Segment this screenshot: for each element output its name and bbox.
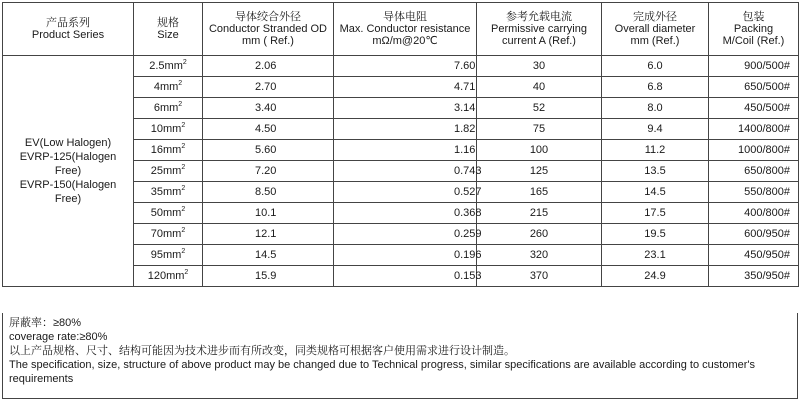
packing-cell: 600/950# [709, 224, 799, 245]
size-cell: $120mm^2$ [134, 266, 203, 287]
header-resistance [334, 3, 477, 56]
resistance-cell: 4.71 [334, 77, 477, 98]
diameter-cell: 6.8 [602, 77, 709, 98]
header-cur-en: Permissive carrying [491, 23, 587, 35]
current-cell: 30 [477, 56, 602, 77]
diameter-cell: 9.4 [602, 119, 709, 140]
remark-en: The specification, size, structure of above product may be changed due to Technical progress, similar specifications are available according to customer's requirements [9, 359, 756, 385]
notes-box [2, 313, 798, 399]
current-cell: 320 [477, 245, 602, 266]
header-dia-en: Overall diameter [614, 23, 696, 35]
resistance-cell: 0.743 [334, 161, 477, 182]
current-cell: 165 [477, 182, 602, 203]
size-cell: $2.5mm^2$ [134, 56, 203, 77]
header-size-en: Size [157, 29, 179, 41]
resistance-cell: 1.82 [334, 119, 477, 140]
spec-table-body [3, 56, 799, 287]
product-series-cell [3, 56, 134, 287]
resistance-cell: 0.259 [334, 224, 477, 245]
diameter-cell: 8.0 [602, 98, 709, 119]
od-cell: 10.1 [203, 203, 334, 224]
od-cell: 5.60 [203, 140, 334, 161]
resistance-cell: 1.16 [334, 140, 477, 161]
table-row [3, 56, 799, 77]
current-cell: 75 [477, 119, 602, 140]
size-cell: $16mm^2$ [134, 140, 203, 161]
coverage-rate-en: coverage rate:≥80% [9, 331, 108, 343]
spec-table [2, 2, 799, 287]
header-pack-unit: M/Coil (Ref.) [722, 35, 785, 47]
header-row [3, 3, 799, 56]
diameter-cell: 23.1 [602, 245, 709, 266]
header-current [477, 3, 602, 56]
od-cell: 12.1 [203, 224, 334, 245]
od-cell: 3.40 [203, 98, 334, 119]
remark-cn: 以上产品规格、尺寸、结构可能因为技术进步而有所改变，同类规格可根据客户使用需求进行设计制造。 [9, 345, 515, 357]
packing-cell: 1000/800# [709, 140, 799, 161]
od-cell: 14.5 [203, 245, 334, 266]
packing-cell: 650/500# [709, 77, 799, 98]
header-series [3, 3, 134, 56]
header-packing [709, 3, 799, 56]
header-cur-cn: 参考允载电流 [506, 11, 572, 23]
size-cell: $35mm^2$ [134, 182, 203, 203]
header-res-cn: 导体电阻 [383, 11, 427, 23]
header-dia-unit: mm (Ref.) [630, 35, 680, 47]
resistance-cell: 0.527 [334, 182, 477, 203]
resistance-cell: 0.368 [334, 203, 477, 224]
header-cur-unit: current A (Ref.) [502, 35, 576, 47]
size-cell: $70mm^2$ [134, 224, 203, 245]
diameter-cell: 14.5 [602, 182, 709, 203]
packing-cell: 450/500# [709, 98, 799, 119]
current-cell: 100 [477, 140, 602, 161]
current-cell: 260 [477, 224, 602, 245]
size-cell: $4mm^2$ [134, 77, 203, 98]
header-res-en: Max. Conductor resistance [339, 23, 471, 35]
diameter-cell: 13.5 [602, 161, 709, 182]
current-cell: 370 [477, 266, 602, 287]
packing-cell: 1400/800# [709, 119, 799, 140]
resistance-cell: 0.196 [334, 245, 477, 266]
header-od-cn: 导体绞合外径 [235, 11, 301, 23]
packing-cell: 650/800# [709, 161, 799, 182]
header-series-cn: 产品系列 [46, 17, 90, 29]
od-cell: 7.20 [203, 161, 334, 182]
header-size-cn: 规格 [157, 17, 179, 29]
diameter-cell: 6.0 [602, 56, 709, 77]
packing-cell: 550/800# [709, 182, 799, 203]
header-series-en: Product Series [31, 29, 105, 41]
od-cell: 2.06 [203, 56, 334, 77]
size-cell: $95mm^2$ [134, 245, 203, 266]
diameter-cell: 11.2 [602, 140, 709, 161]
header-pack-cn: 包装 [742, 11, 765, 23]
header-dia-cn: 完成外径 [633, 11, 677, 23]
current-cell: 215 [477, 203, 602, 224]
current-cell: 52 [477, 98, 602, 119]
size-cell: $25mm^2$ [134, 161, 203, 182]
header-size [134, 3, 203, 56]
header-od-unit: mm ( Ref.) [242, 35, 294, 47]
size-cell: $6mm^2$ [134, 98, 203, 119]
series-line: EVRP-125(Halogen Free) [19, 151, 117, 177]
od-cell: 8.50 [203, 182, 334, 203]
od-cell: 4.50 [203, 119, 334, 140]
diameter-cell: 17.5 [602, 203, 709, 224]
resistance-cell: 7.60 [334, 56, 477, 77]
header-diameter [602, 3, 709, 56]
resistance-cell: 3.14 [334, 98, 477, 119]
packing-cell: 900/500# [709, 56, 799, 77]
resistance-cell: 0.153 [334, 266, 477, 287]
header-od [203, 3, 334, 56]
current-cell: 125 [477, 161, 602, 182]
packing-cell: 350/950# [709, 266, 799, 287]
packing-cell: 400/800# [709, 203, 799, 224]
current-cell: 40 [477, 77, 602, 98]
header-od-en: Conductor Stranded OD [208, 23, 327, 35]
header-res-unit: mΩ/m@20℃ [372, 35, 438, 47]
od-cell: 2.70 [203, 77, 334, 98]
od-cell: 15.9 [203, 266, 334, 287]
size-cell: $10mm^2$ [134, 119, 203, 140]
series-line: EVRP-150(Halogen Free) [19, 179, 117, 205]
coverage-rate-cn: 屏蔽率：≥80% [9, 317, 82, 329]
series-line: EV(Low Halogen) [24, 137, 112, 149]
diameter-cell: 24.9 [602, 266, 709, 287]
packing-cell: 450/950# [709, 245, 799, 266]
size-cell: $50mm^2$ [134, 203, 203, 224]
header-pack-en: Packing [733, 23, 774, 35]
diameter-cell: 19.5 [602, 224, 709, 245]
